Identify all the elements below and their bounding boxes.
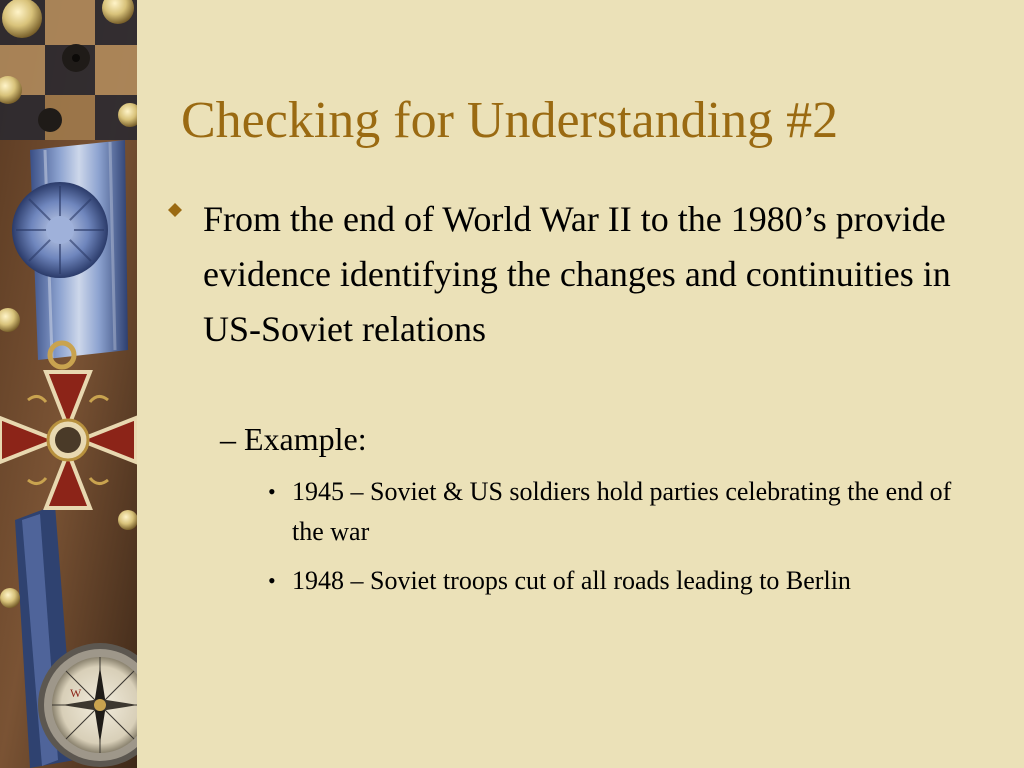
bullet-dot-1: • bbox=[268, 479, 276, 504]
slide-title: Checking for Understanding #2 bbox=[181, 92, 839, 149]
sub-bullet-text: – Example: bbox=[220, 421, 367, 457]
list-item-1945: 1945 – Soviet & US soldiers hold parties celebrating the end of the war bbox=[292, 477, 952, 546]
bullet-dot-2: • bbox=[268, 568, 276, 593]
sidebar-image bbox=[0, 0, 137, 768]
main-bullet-text: From the end of World War II to the 1980’s provide evidence identifying the changes and continuities in US-Soviet relations bbox=[203, 199, 951, 349]
diamond-bullet-icon bbox=[168, 203, 182, 217]
list-item-1948: 1948 – Soviet troops cut of all roads leading to Berlin bbox=[292, 566, 851, 595]
svg-text:W: W bbox=[70, 686, 82, 700]
